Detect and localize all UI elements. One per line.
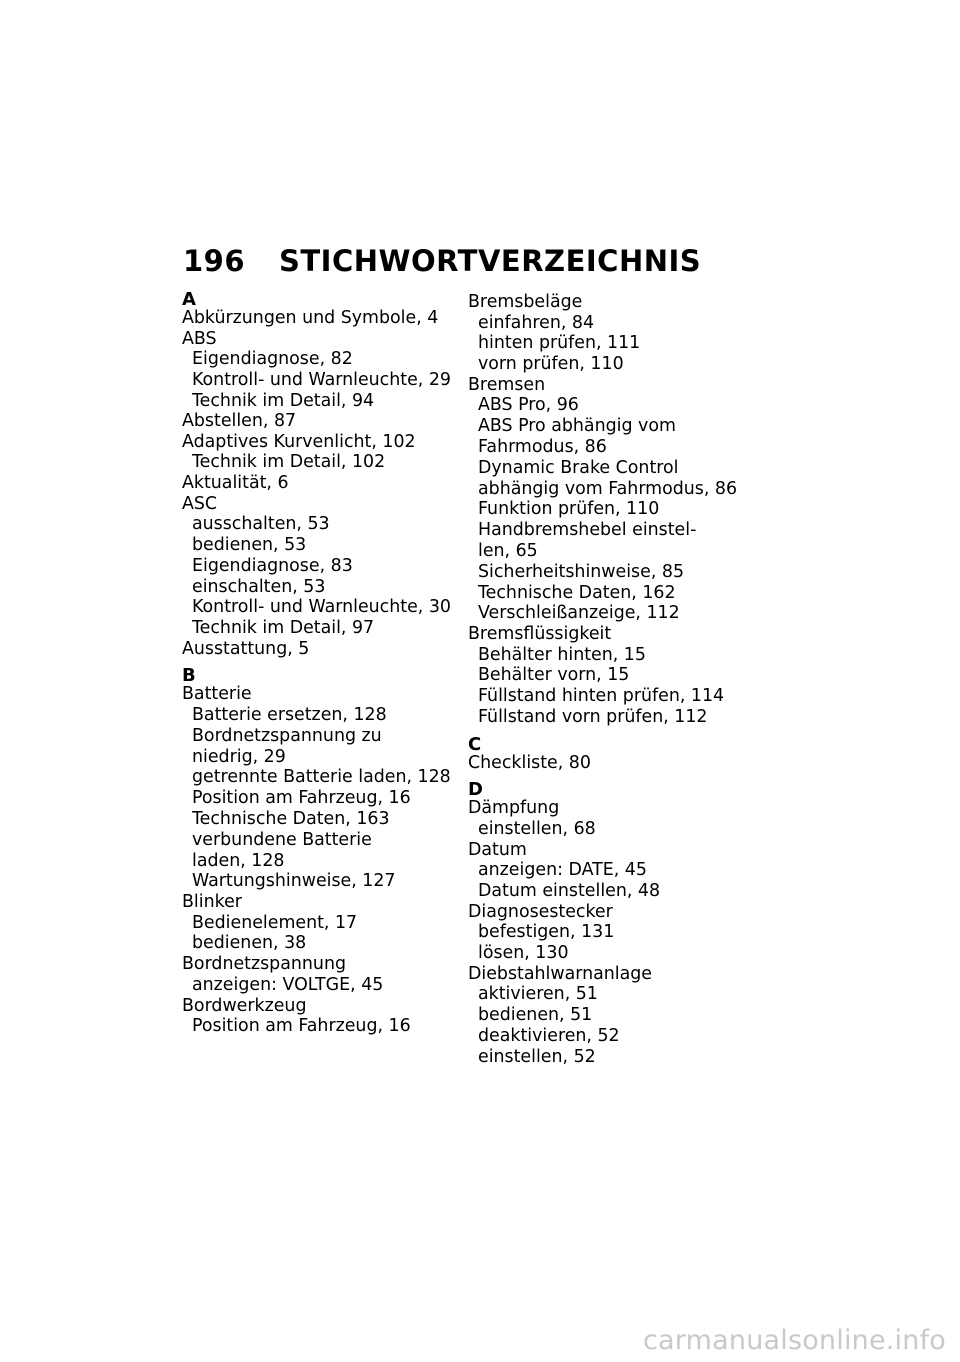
- index-subentry: Füllstand vorn prüfen, 112: [478, 707, 708, 728]
- index-subentry: befestigen, 131: [478, 922, 615, 943]
- index-letter-heading: A: [182, 289, 196, 310]
- index-subentry: lösen, 130: [478, 943, 569, 964]
- index-subentry: Handbremshebel einstel-: [478, 520, 697, 541]
- index-subentry: Wartungshinweise, 127: [192, 871, 396, 892]
- index-subentry: Technik im Detail, 97: [192, 618, 375, 639]
- index-subentry: einstellen, 52: [478, 1046, 596, 1067]
- index-subentry: laden, 128: [192, 850, 285, 871]
- index-subentry: bedienen, 53: [192, 534, 307, 555]
- index-subentry: Batterie ersetzen, 128: [192, 704, 387, 725]
- index-term: Abstellen, 87: [182, 411, 297, 432]
- index-column-left: [182, 289, 462, 1037]
- index-letter-heading: B: [182, 665, 196, 687]
- watermark-text[interactable]: carmanualsonline.info: [643, 1325, 946, 1356]
- index-term: Batterie: [182, 684, 252, 705]
- index-subentry: ABS Pro abhängig vom: [478, 416, 676, 437]
- index-subentry: ABS Pro, 96: [478, 395, 579, 416]
- index-term: Aktualität, 6: [182, 473, 289, 494]
- index-term: Bremsen: [468, 374, 546, 395]
- index-subentry: Dynamic Brake Control: [478, 457, 679, 478]
- index-subentry: niedrig, 29: [192, 746, 286, 767]
- index-subentry: Funktion prüfen, 110: [478, 499, 660, 520]
- page-title: STICHWORTVERZEICHNIS: [279, 244, 702, 278]
- page-number: 196: [183, 244, 246, 278]
- index-term: Adaptives Kurvenlicht, 102: [182, 431, 416, 452]
- index-term: Bordnetzspannung: [182, 954, 347, 975]
- index-term: Blinker: [182, 892, 242, 913]
- index-subentry: len, 65: [478, 540, 538, 561]
- index-term: Ausstattung, 5: [182, 638, 310, 659]
- index-term: Bordwerkzeug: [182, 995, 307, 1016]
- index-subentry: Verschleißanzeige, 112: [478, 603, 680, 624]
- index-subentry: Bordnetzspannung zu: [192, 725, 382, 746]
- index-term: Bremsbeläge: [468, 292, 583, 312]
- index-subentry: anzeigen: VOLTGE, 45: [192, 974, 384, 995]
- index-subentry: verbundene Batterie: [192, 829, 372, 850]
- index-term: Diebstahlwarnanlage: [468, 963, 653, 984]
- index-subentry: einfahren, 84: [478, 312, 595, 333]
- index-subentry: Füllstand hinten prüfen, 114: [478, 686, 725, 707]
- index-subentry: Kontroll- und Warnleuchte, 30: [192, 597, 451, 618]
- index-subentry: Kontroll- und Warnleuchte, 29: [192, 369, 451, 390]
- index-subentry: Technische Daten, 162: [478, 582, 676, 603]
- index-subentry: aktivieren, 51: [478, 984, 598, 1005]
- index-subentry: einstellen, 68: [478, 818, 596, 839]
- index-subentry: bedienen, 51: [478, 1005, 593, 1026]
- index-subentry: deaktivieren, 52: [478, 1025, 620, 1046]
- index-column-right: [468, 292, 758, 1068]
- index-subentry: Sicherheitshinweise, 85: [478, 561, 685, 582]
- index-subentry: einschalten, 53: [192, 576, 326, 597]
- index-subentry: Eigendiagnose, 82: [192, 349, 353, 369]
- index-subentry: bedienen, 38: [192, 933, 307, 954]
- index-subentry: Technische Daten, 163: [192, 808, 390, 829]
- index-term: ABS: [182, 328, 217, 349]
- index-term: Dämpfung: [468, 798, 560, 819]
- index-subentry: Position am Fahrzeug, 16: [192, 1016, 411, 1037]
- index-subentry: Technik im Detail, 102: [192, 452, 386, 473]
- index-subentry: vorn prüfen, 110: [478, 354, 624, 375]
- index-term: Bremsflüssigkeit: [468, 624, 612, 645]
- index-subentry: anzeigen: DATE, 45: [478, 860, 647, 881]
- index-term: Checkliste, 80: [468, 752, 591, 773]
- index-letter-heading: D: [468, 779, 483, 801]
- index-subentry: ausschalten, 53: [192, 514, 330, 535]
- index-letter-heading: C: [468, 733, 482, 755]
- index-subentry: Behälter hinten, 15: [478, 644, 646, 665]
- index-term: Abkürzungen und Symbole, 4: [182, 308, 439, 328]
- index-subentry: abhängig vom Fahrmodus, 86: [478, 478, 738, 499]
- index-term: Datum: [468, 839, 527, 860]
- index-term: Diagnosestecker: [468, 901, 613, 922]
- index-subentry: Bedienelement, 17: [192, 912, 358, 933]
- index-subentry: Behälter vorn, 15: [478, 665, 630, 686]
- index-subentry: Fahrmodus, 86: [478, 436, 607, 457]
- index-subentry: Technik im Detail, 94: [192, 390, 375, 411]
- page-header: [183, 244, 701, 278]
- index-subentry: getrennte Batterie laden, 128: [192, 767, 451, 788]
- index-term: ASC: [182, 493, 218, 514]
- index-subentry: Position am Fahrzeug, 16: [192, 788, 411, 809]
- index-subentry: hinten prüfen, 111: [478, 333, 641, 354]
- index-subentry: Datum einstellen, 48: [478, 880, 661, 901]
- index-subentry: Eigendiagnose, 83: [192, 555, 353, 576]
